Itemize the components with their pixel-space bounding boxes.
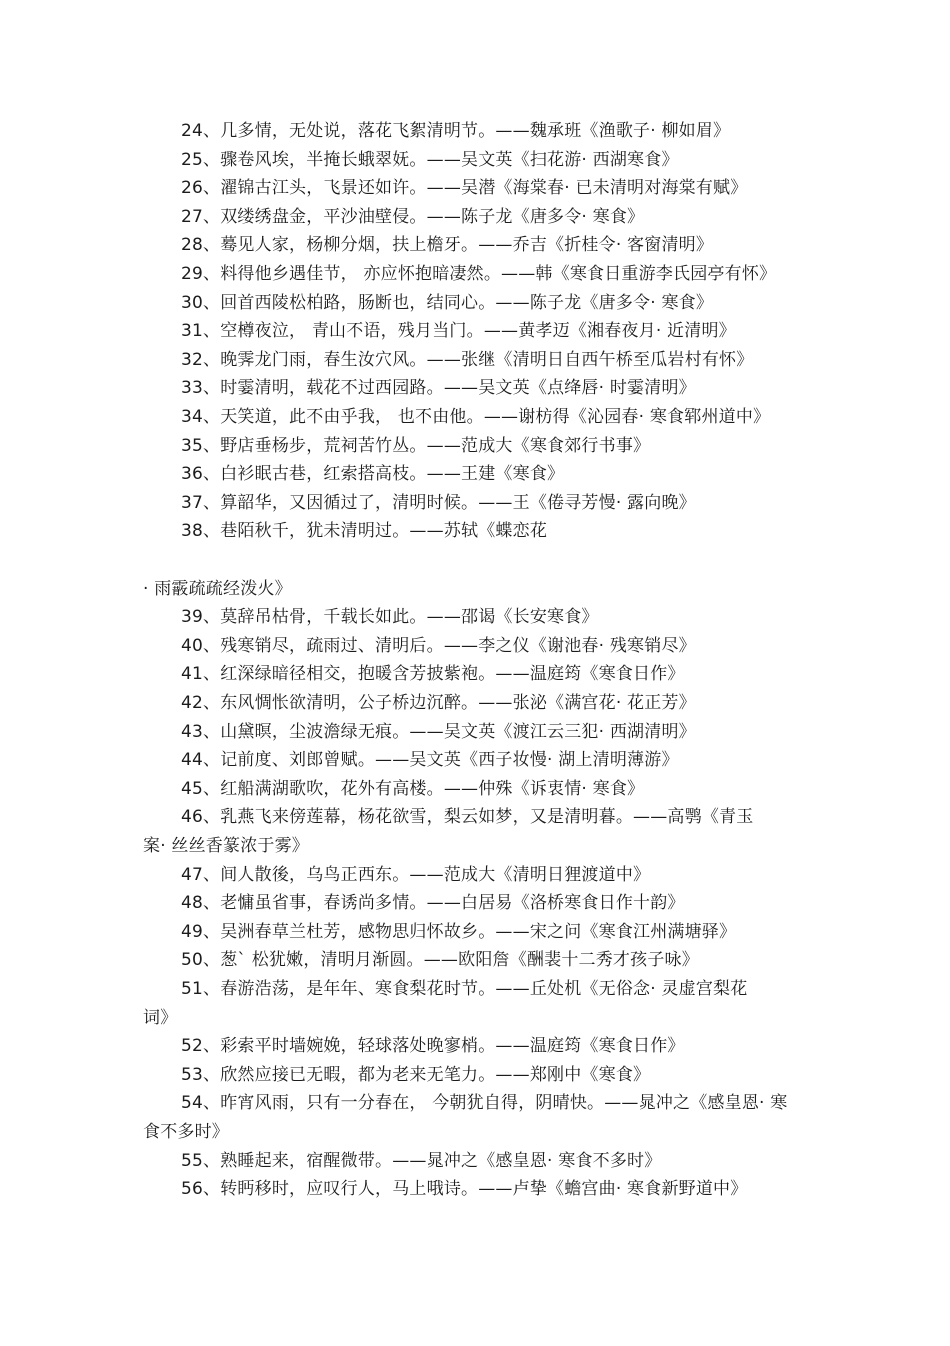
poem-line: 53、欣然应接已无暇，都为老来无笔力。——郑刚中《寒食》 <box>181 1064 651 1085</box>
poem-line: 31、空樽夜泣， 青山不语，残月当门。——黄孝迈《湘春夜月· 近清明》 <box>181 321 736 342</box>
poem-line: 43、山黛暝，尘波澹绿无痕。——吴文英《渡江云三犯· 西湖清明》 <box>181 721 696 742</box>
poem-line: 54、昨宵风雨，只有一分春在， 今朝犹自得，阴晴快。——晁冲之《感皇恩· 寒 <box>181 1093 788 1114</box>
poem-line: 29、料得他乡遇佳节， 亦应怀抱暗凄然。——韩《寒食日重游李氏园亭有怀》 <box>181 264 777 284</box>
poem-line: 30、回首西陵松柏路，肠断也，结同心。——陈子龙《唐多令· 寒食》 <box>181 292 714 313</box>
poem-line: 50、葱` 松犹嫩，清明月渐圆。——欧阳詹《酬裴十二秀才孩子咏》 <box>181 950 699 971</box>
poem-line: 37、算韶华，又因循过了，清明时候。——王《倦寻芳慢· 露向晚》 <box>181 492 696 513</box>
poem-line: 45、红船满湖歌吹，花外有高楼。——仲殊《诉衷情· 寒食》 <box>181 778 645 799</box>
poem-line: 42、东风惆怅欲清明，公子桥边沉醉。——张泌《满宫花· 花正芳》 <box>181 693 696 713</box>
poem-line: 41、红深绿暗径相交，抱暖含芳披紫袍。——温庭筠《寒食日作》 <box>181 664 685 685</box>
poem-line: 52、彩索平时墙婉娩，轻球落处晚寥梢。——温庭筠《寒食日作》 <box>181 1036 685 1057</box>
poem-line: 55、熟睡起来，宿醒微带。——晁冲之《感皇恩· 寒食不多时》 <box>181 1150 662 1171</box>
poem-line: 26、濯锦古江头，飞景还如许。——吴潜《海棠春· 已未清明对海棠有赋》 <box>181 178 748 199</box>
poem-line: 48、老慵虽省事，春诱尚多情。——白居易《洛桥寒食日作十韵》 <box>181 893 685 914</box>
poem-line: 36、白衫眠古巷，红索搭高枝。——王建《寒食》 <box>181 464 565 485</box>
poem-line: 33、时霎清明，载花不过西园路。——吴文英《点绛唇· 时霎清明》 <box>181 378 696 399</box>
poem-line: 38、巷陌秋千，犹未清明过。——苏轼《蝶恋花 <box>181 521 548 542</box>
poem-line: 47、间人散後，乌鸟正西东。——范成大《清明日狸渡道中》 <box>181 864 651 885</box>
poem-line: 56、转眄移时，应叹行人，马上哦诗。——卢挚《蟾宫曲· 寒食新野道中》 <box>181 1179 748 1200</box>
poem-line: 35、野店垂杨步，荒祠苦竹丛。——范成大《寒食郊行书事》 <box>181 435 651 456</box>
poem-line-continuation: 词》 <box>143 1007 178 1028</box>
poem-line: 28、蓦见人家，杨柳分烟，扶上檐牙。——乔吉《折桂令· 客窗清明》 <box>181 235 714 256</box>
poem-line: 44、记前度、刘郎曾赋。——吴文英《西子妆慢· 湖上清明薄游》 <box>181 750 679 771</box>
poem-line: 25、骤卷风埃，半掩长蛾翠妩。——吴文英《扫花游· 西湖寒食》 <box>181 149 679 170</box>
poem-line: 34、天笑道，此不由乎我， 也不由他。——谢枋得《沁园春· 寒食郓州道中》 <box>181 407 771 427</box>
poem-line-continuation: 案· 丝丝香篆浓于雾》 <box>143 836 310 856</box>
poem-line: 49、吴洲春草兰杜芳，感物思归怀故乡。——宋之问《寒食江州满塘驿》 <box>181 921 737 942</box>
poem-line: 39、莫辞吊枯骨，千载长如此。——邵谒《长安寒食》 <box>181 607 599 628</box>
poem-line-continuation: · 雨霰疏疏经泼火》 <box>143 578 292 599</box>
poem-line: 32、晚霁龙门雨，春生汝穴风。——张继《清明日自西午桥至瓜岩村有怀》 <box>181 349 754 370</box>
poem-line: 40、残寒销尽，疏雨过、清明后。——李之仪《谢池春· 残寒销尽》 <box>181 635 696 656</box>
poem-line: 46、乳燕飞来傍莲幕，杨花欲雪，梨云如梦，又是清明暮。——高鹗《青玉 <box>181 807 754 828</box>
poem-line-continuation: 食不多时》 <box>143 1122 229 1142</box>
poem-line: 24、几多情，无处说，落花飞絮清明节。——魏承班《渔歌子· 柳如眉》 <box>181 121 731 141</box>
poem-line: 51、春游浩荡，是年年、寒食梨花时节。——丘处机《无俗念· 灵虚宫梨花 <box>181 979 748 999</box>
poem-line: 27、双缕绣盘金，平沙油壁侵。——陈子龙《唐多令· 寒食》 <box>181 206 645 227</box>
